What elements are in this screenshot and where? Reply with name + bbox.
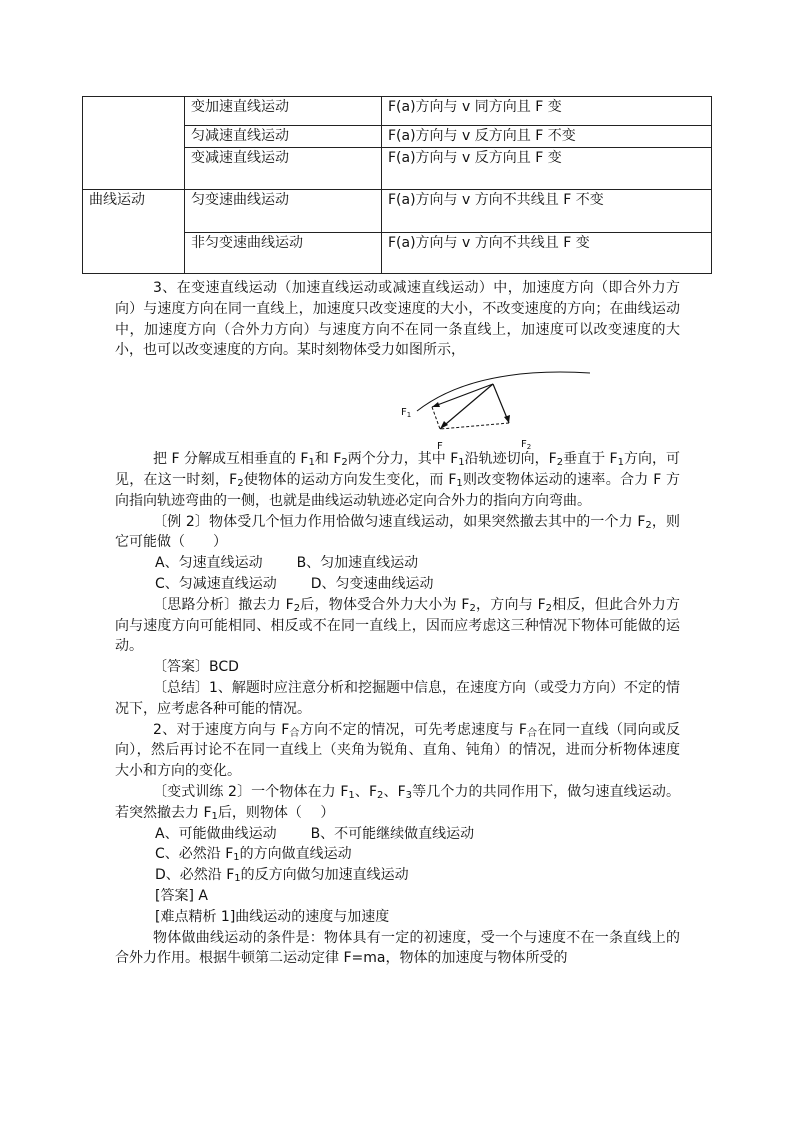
force-diagram [115,361,680,449]
force-f2-arrowhead [504,415,510,423]
variant-2-option-c: C、必然沿 $F_1$的方向做直线运动 [155,846,352,864]
variant-2: 〔变式训练 2〕一个物体在力 $F_1$、$F_2$、$F_3$等几个力的共同作用下，做匀速直线运动。若突然撤去力 $F_1$后，则物体（ ） [115,783,680,822]
dashed-f1-to-f [432,407,440,429]
example-2-options-ab: A、匀速直线运动 B、匀加速直线运动 [155,555,419,572]
analysis: 〔思路分析〕撤去力 $F_2$后，物体受合外力大小为 $F_2$，方向与 $F_2$相反，但此合外力方向与速度方向可能相同、相反或不在同一直线上，因而应考虑这三种情况下物体可能做的运动。 [115,596,680,655]
dashed-f2-to-f [440,423,509,429]
table-row [83,97,712,126]
force-f-arrowhead [440,421,448,429]
summary-1: 〔总结〕1、解题时应注意分析和挖掘题中信息，在速度方向（或受力方向）不定的情况下，应考虑各种可能的情况。 [115,679,680,717]
summary-2: 2、对于速度方向与 $F_合$方向不定的情况，可先考虑速度与 $F_合$在同一直线（同向或反向），然后再讨论不在同一直线上（夹角为锐角、直角、钝角）的情况，进而分析物体速度大小和方向的变化。 [115,721,681,780]
table-cell-type: 变减速直线运动 [185,148,382,190]
example-2-options-cd: C、匀减速直线运动 D、匀变速曲线运动 [155,575,434,592]
variant-2-option-d: D、必然沿 $F_1$的反方向做匀加速直线运动 [155,867,409,885]
example-2: 〔例 2〕物体受几个恒力作用恰做匀速直线运动，如果突然撤去其中的一个力 $F_2$，则它可能做（ ） [115,513,681,551]
table-cell-condition: F(a)方向与 v 同方向且 F 变 [382,97,712,126]
table-cell-condition: F(a)方向与 v 方向不共线且 F 变 [382,233,712,274]
trajectory-curve [417,372,590,411]
table-row [83,190,712,233]
force-f1-arrowhead [432,402,440,407]
table-cell-condition: F(a)方向与 v 反方向且 F 不变 [382,126,712,148]
table-cell-category [83,97,185,190]
table-cell-type: 匀减速直线运动 [185,126,382,148]
paragraph-decomposition: 把 F 分解成互相垂直的 $F_1$和 $F_2$两个分力，其中 $F_1$沿轨迹切向，$F_2$垂直于 $F_1$方向，可见，在这一时刻，$F_2$使物体的运动方向发生变化，而 $F_1$则改变物体运动的速率。合力 F 方向指向轨迹弯曲的一侧，也就是曲线运动轨迹必定向合外力的指向方向弯曲。 [115,451,680,509]
table-cell-condition: F(a)方向与 v 反方向且 F 变 [382,148,712,190]
force-f-arrow [440,384,493,429]
table-cell-type: 匀变速曲线运动 [185,190,382,233]
variant-2-options-ab: A、可能做曲线运动 B、不可能继续做直线运动 [155,825,475,842]
table-cell-category: 曲线运动 [83,190,185,274]
table-cell-condition: F(a)方向与 v 方向不共线且 F 不变 [382,190,712,233]
paragraph-3: 3、在变速直线运动（加速直线运动或减速直线运动）中，加速度方向（即合外力方向）与速度方向在同一直线上，加速度只改变速度的大小，不改变速度的方向；在曲线运动中，加速度方向（合外力方向）与速度方向不在同一条直线上，加速度可以改变速度的大小，也可以改变速度的方向。某时刻物体受力如图所示， [115,280,680,359]
last-paragraph: 物体做曲线运动的条件是：物体具有一定的初速度，受一个与速度不在一条直线上的合外力作用。根据牛顿第二运动定律 F=ma，物体的加速度与物体所受的 [115,929,680,967]
label-f2: $F_2$ [521,439,532,450]
answer-1: 〔答案〕BCD [153,659,239,676]
label-f1: $F_1$ [401,407,412,420]
motion-table [82,96,712,274]
table-cell-type: 变加速直线运动 [185,97,382,126]
answer-2: [答案] A [155,887,208,904]
table-cell-type: 非匀变速曲线运动 [185,233,382,274]
difficulty-heading: [难点精析 1]曲线运动的速度与加速度 [155,908,390,925]
body-text [115,278,680,969]
label-f: F [437,441,443,450]
